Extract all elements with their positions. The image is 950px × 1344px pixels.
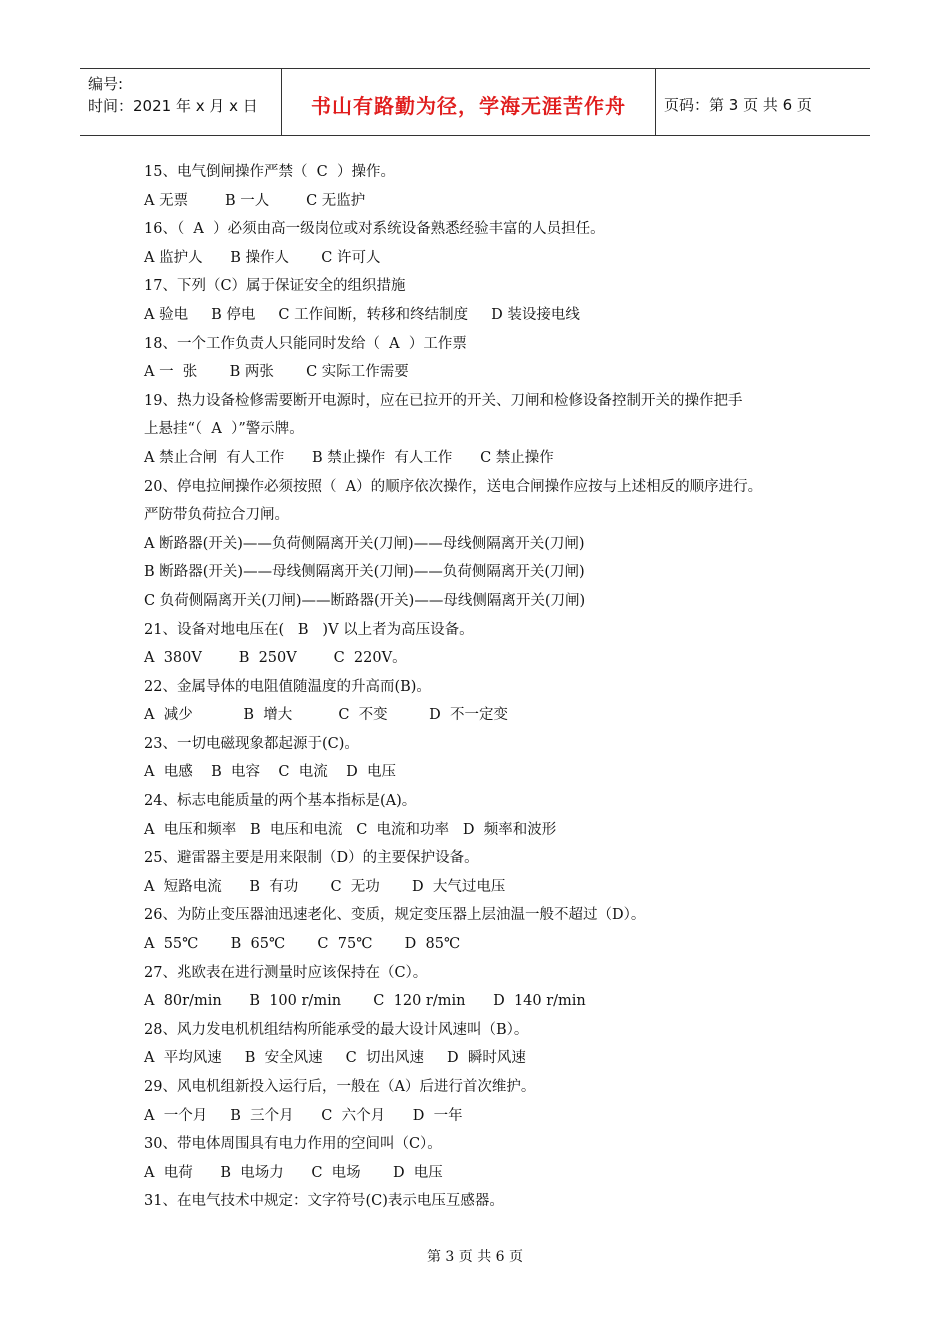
text-line: 27、兆欧表在进行测量时应该保持在（C）。 [144,964,428,981]
text-line: A 验电 B 停电 C 工作间断，转移和终结制度 D 装设接电线 [144,306,580,323]
text-line: A 80r/min B 100 r/min C 120 r/min D 140 r/min [144,993,586,1010]
text-line: 21、设备对地电压在( B )V 以上者为高压设备。 [144,621,474,638]
text-line: A 380V B 250V C 220V。 [144,650,407,667]
text-line: 22、金属导体的电阻值随温度的升高而(B)。 [144,678,431,695]
text-line: A 电荷 B 电场力 C 电场 D 电压 [144,1164,443,1181]
text-line: 严防带负荷拉合刀闸。 [144,507,289,524]
text-line: A 平均风速 B 安全风速 C 切出风速 D 瞬时风速 [144,1050,526,1067]
text-line: A 短路电流 B 有功 C 无功 D 大气过电压 [144,878,506,895]
text-line: A 禁止合闸 有人工作 B 禁止操作 有人工作 C 禁止操作 [144,449,554,466]
header-motto: 书山有路勤为径，学海无涯苦作舟 [282,69,656,135]
text-line: 31、在电气技术中规定：文字符号(C)表示电压互感器。 [144,1193,504,1210]
text-line: 25、避雷器主要是用来限制（D）的主要保护设备。 [144,850,479,867]
text-line: 29、风电机组新投入运行后，一般在（A）后进行首次维护。 [144,1079,536,1095]
text-line: 18、一个工作负责人只能同时发给（ A ）工作票 [144,335,467,352]
text-line: A 电感 B 电容 C 电流 D 电压 [144,764,397,781]
text-line: A 监护人 B 操作人 C 许可人 [144,249,381,266]
serial-number-label: 编号: [88,75,124,93]
text-line: 24、标志电能质量的两个基本指标是(A)。 [144,793,417,810]
page-footer: 第 3 页 共 6 页 [426,1249,524,1265]
text-line: A 电压和频率 B 电压和电流 C 电流和功率 D 频率和波形 [144,821,557,838]
text-line: B 断路器(开关)——母线侧隔离开关(刀闸)——负荷侧隔离开关(刀闸) [144,564,585,581]
text-line: A 一个月 B 三个月 C 六个月 D 一年 [144,1107,463,1124]
text-line: A 一 张 B 两张 C 实际工作需要 [144,364,409,381]
text-line: A 无票 B 一人 C 无监护 [144,192,366,209]
text-line: 15、电气倒闸操作严禁（ C ）操作。 [144,164,395,180]
text-line: C 负荷侧隔离开关(刀闸)——断路器(开关)——母线侧隔离开关(刀闸) [144,592,586,609]
page-header [80,68,870,136]
text-line: 26、为防止变压器油迅速老化、变质，规定变压器上层油温一般不超过（D）。 [144,907,646,924]
header-info [80,69,282,135]
header-page-number: 页码：第 3 页 共 6 页 [664,95,812,114]
text-line: 30、带电体周围具有电力作用的空间叫（C）。 [144,1136,442,1153]
text-line: 17、下列（C）属于保证安全的组织措施 [144,278,406,295]
text-line: 19、热力设备检修需要断开电源时，应在已拉开的开关、刀闸和检修设备控制开关的操作把手 [144,392,743,409]
question-list [144,158,834,1216]
text-line: 20、停电拉闸操作必须按照（ A）的顺序依次操作，送电合闸操作应按与上述相反的顺序进行。 [144,478,763,495]
text-line: 上悬挂“（ A ）”警示牌。 [144,421,304,438]
text-line: A 断路器(开关)——负荷侧隔离开关(刀闸)——母线侧隔离开关(刀闸) [144,535,585,552]
text-line: A 减少 B 增大 C 不变 D 不一定变 [144,707,508,724]
text-line: 23、一切电磁现象都起源于(C)。 [144,735,359,752]
text-line: 16、（ A ）必须由高一级岗位或对系统设备熟悉经验丰富的人员担任。 [144,221,605,238]
text-line: 28、风力发电机机组结构所能承受的最大设计风速叫（B）。 [144,1021,529,1038]
text-line: A 55℃ B 65℃ C 75℃ D 85℃ [144,936,461,953]
date-label: 时间：2021 年 x 月 x 日 [88,97,258,115]
